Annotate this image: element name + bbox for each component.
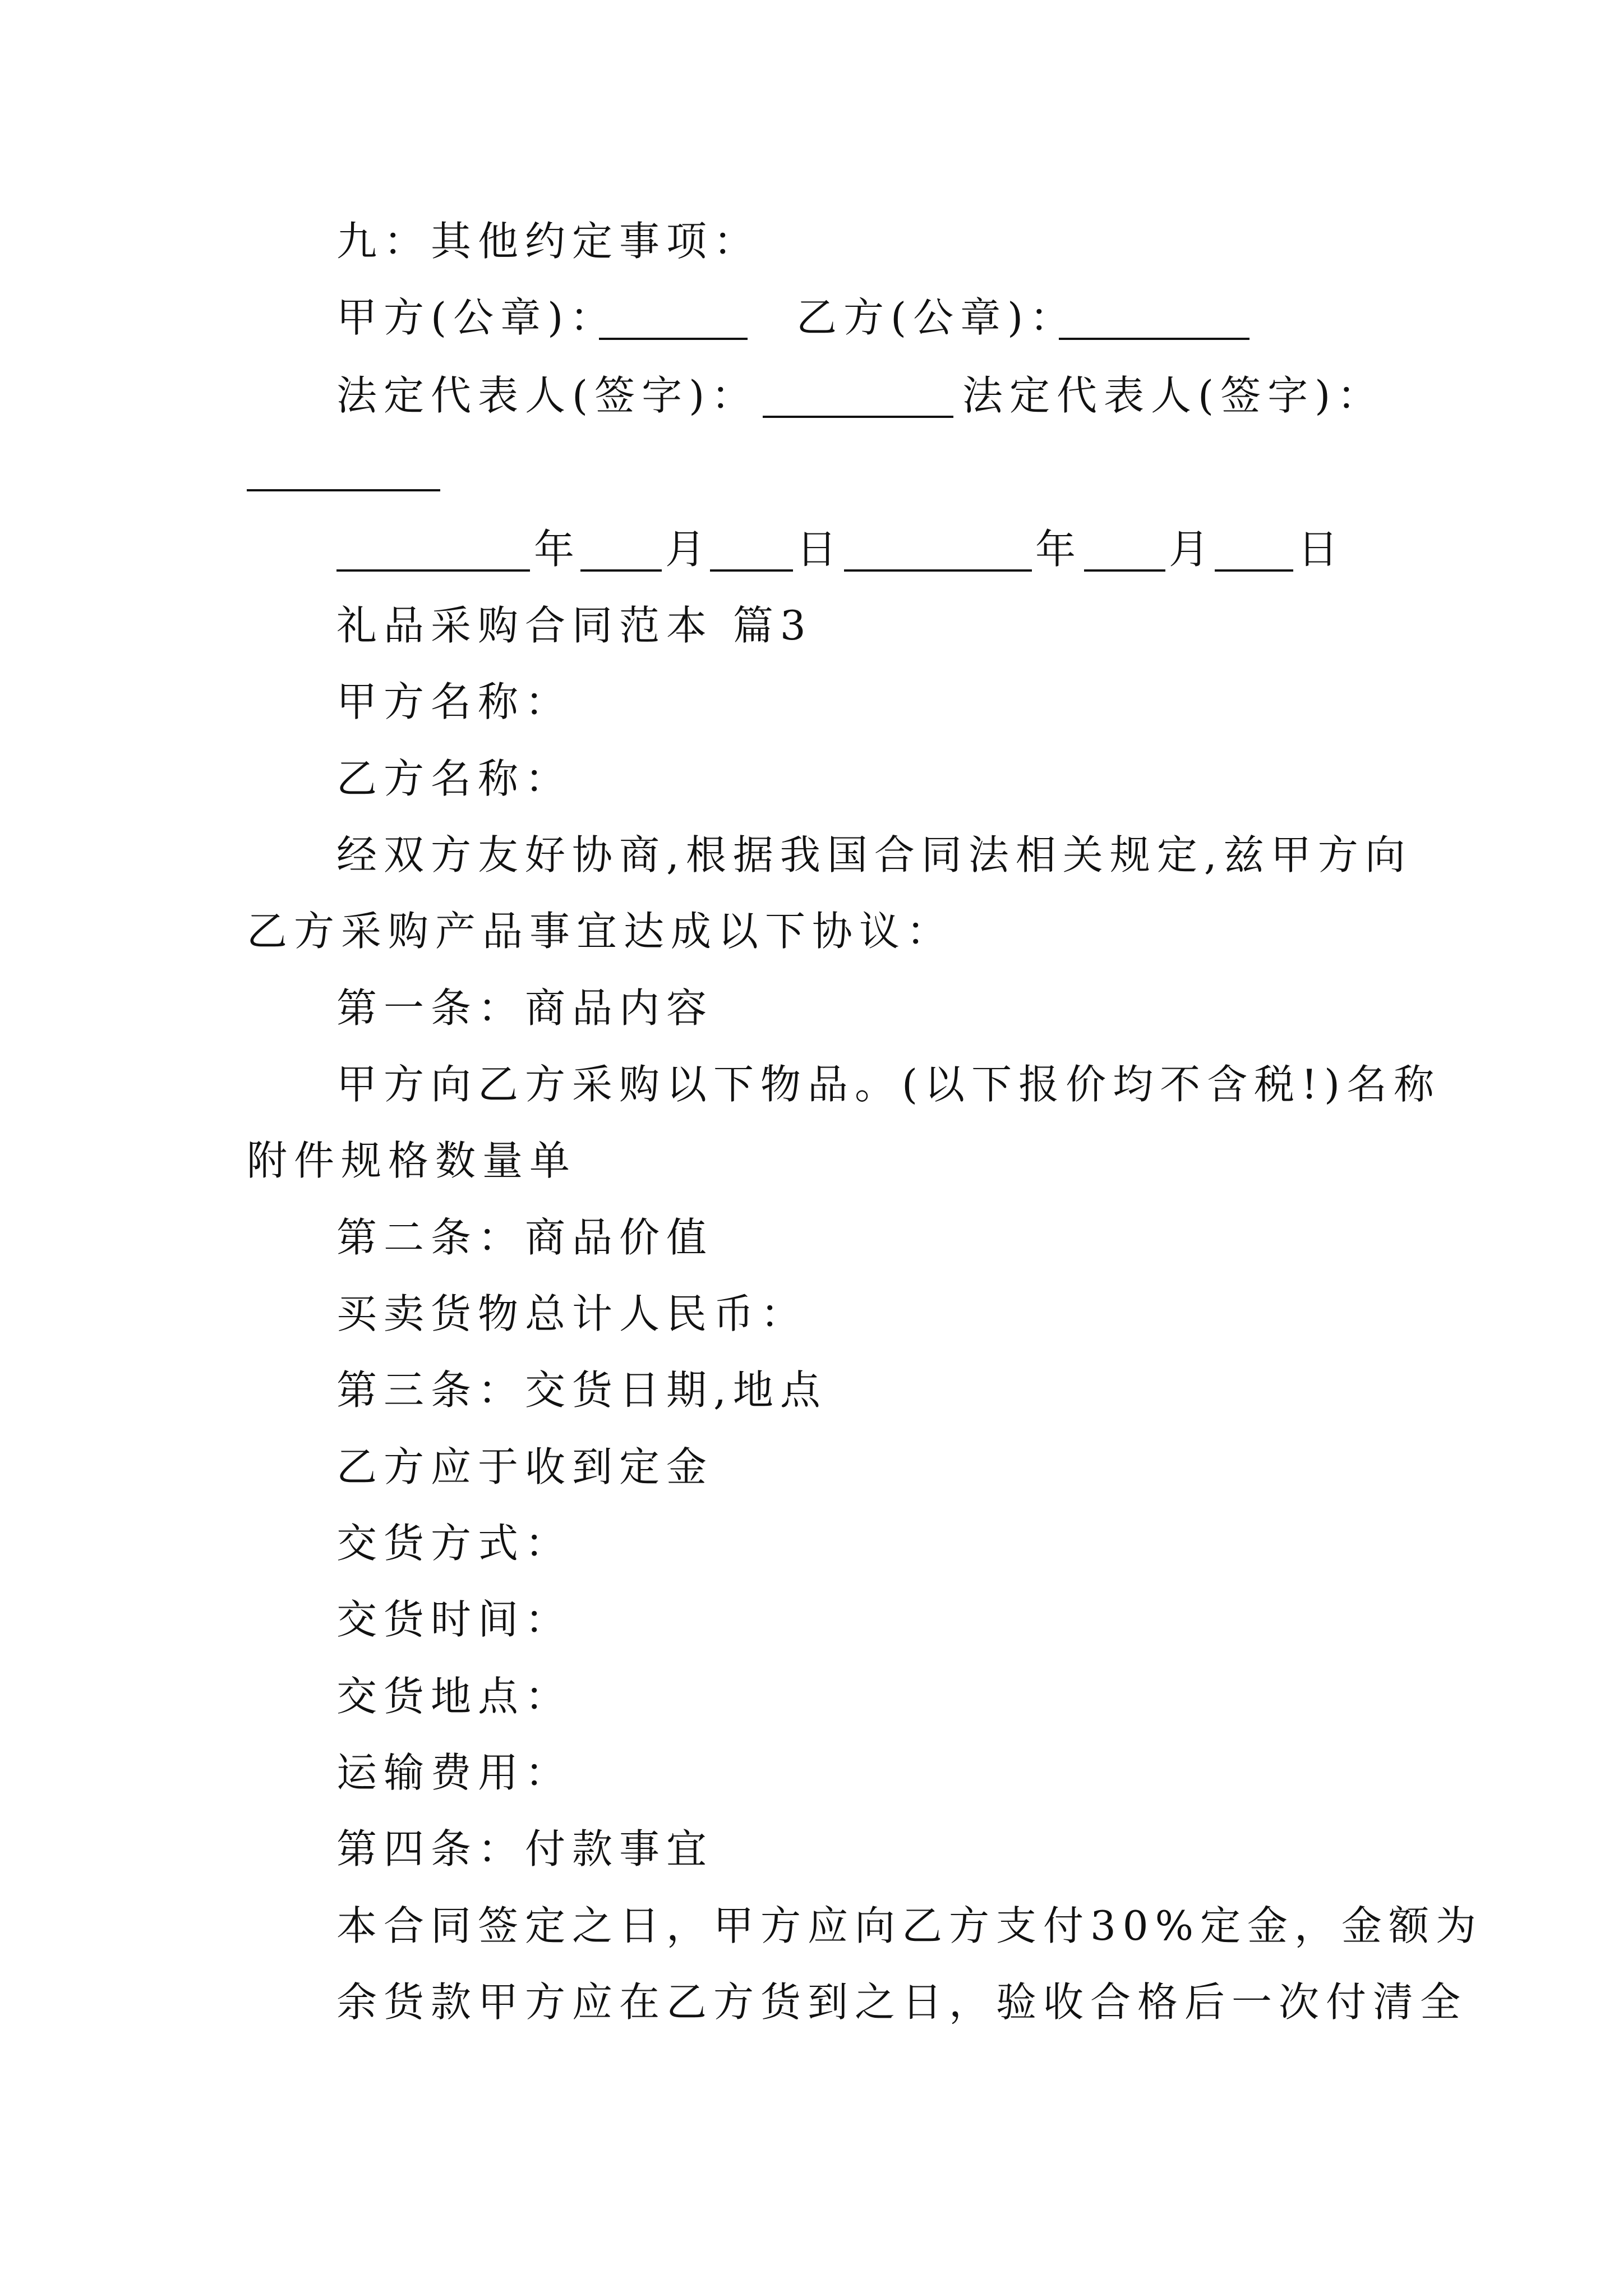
article-one-text-line-2: 附件规格数量单 — [247, 1137, 577, 1184]
article-three-heading: 第三条：交货日期,地点 — [336, 1366, 827, 1414]
party-b-representative-label: 法定代表人(签字)： — [962, 372, 1385, 419]
delivery-method-line: 交货方式： — [336, 1520, 573, 1567]
article-two-heading: 第二条：商品价值 — [336, 1214, 714, 1261]
party-b-month-label: 月 — [1169, 526, 1216, 573]
party-b-year-label: 年 — [1035, 526, 1083, 573]
party-b-year-blank — [844, 569, 1032, 572]
party-a-year-label: 年 — [534, 526, 582, 573]
party-a-month-label: 月 — [665, 526, 713, 573]
party-a-representative-label: 法定代表人(签字)： — [336, 372, 759, 419]
preamble-line-1: 经双方友好协商,根据我国合同法相关规定,兹甲方向 — [336, 831, 1412, 878]
party-a-name: 甲方名称： — [336, 678, 573, 725]
party-b-month-blank — [1084, 569, 1165, 572]
preamble-line-2: 乙方采购产品事宜达成以下协议： — [247, 908, 954, 955]
party-a-seal-label: 甲方(公章)： — [336, 294, 617, 341]
party-b-day-label: 日 — [1298, 526, 1345, 573]
article-one-heading: 第一条：商品内容 — [336, 984, 714, 1032]
party-b-representative-blank — [247, 489, 440, 491]
clause-nine-heading: 九：其他约定事项： — [336, 218, 761, 265]
article-one-text-line-1: 甲方向乙方采购以下物品。(以下报价均不含税!)名称 — [336, 1061, 1441, 1108]
party-b-seal-blank — [1059, 338, 1249, 340]
payment-line-2: 余货款甲方应在乙方货到之日，验收合格后一次付清全 — [336, 1978, 1468, 2026]
party-b-name: 乙方名称： — [336, 755, 573, 802]
party-a-year-blank — [336, 569, 530, 572]
section-title: 礼品采购合同范本 篇3 — [336, 602, 813, 649]
article-four-heading: 第四条：付款事宜 — [336, 1825, 714, 1872]
payment-line-1: 本合同签定之日，甲方应向乙方支付30%定金，金额为 — [336, 1902, 1483, 1949]
delivery-place-line: 交货地点： — [336, 1673, 573, 1720]
delivery-time-line: 交货时间： — [336, 1596, 573, 1643]
party-b-seal-label: 乙方(公章)： — [796, 294, 1077, 341]
party-a-month-blank — [580, 569, 662, 572]
party-b-day-blank — [1215, 569, 1293, 572]
total-price-line: 买卖货物总计人民币： — [336, 1290, 808, 1337]
transport-cost-line: 运输费用： — [336, 1749, 573, 1796]
party-a-day-label: 日 — [796, 526, 844, 573]
party-a-day-blank — [710, 569, 793, 572]
party-a-seal-blank — [599, 338, 748, 340]
delivery-deposit-line: 乙方应于收到定金 — [336, 1443, 714, 1490]
party-a-representative-blank — [763, 416, 953, 418]
